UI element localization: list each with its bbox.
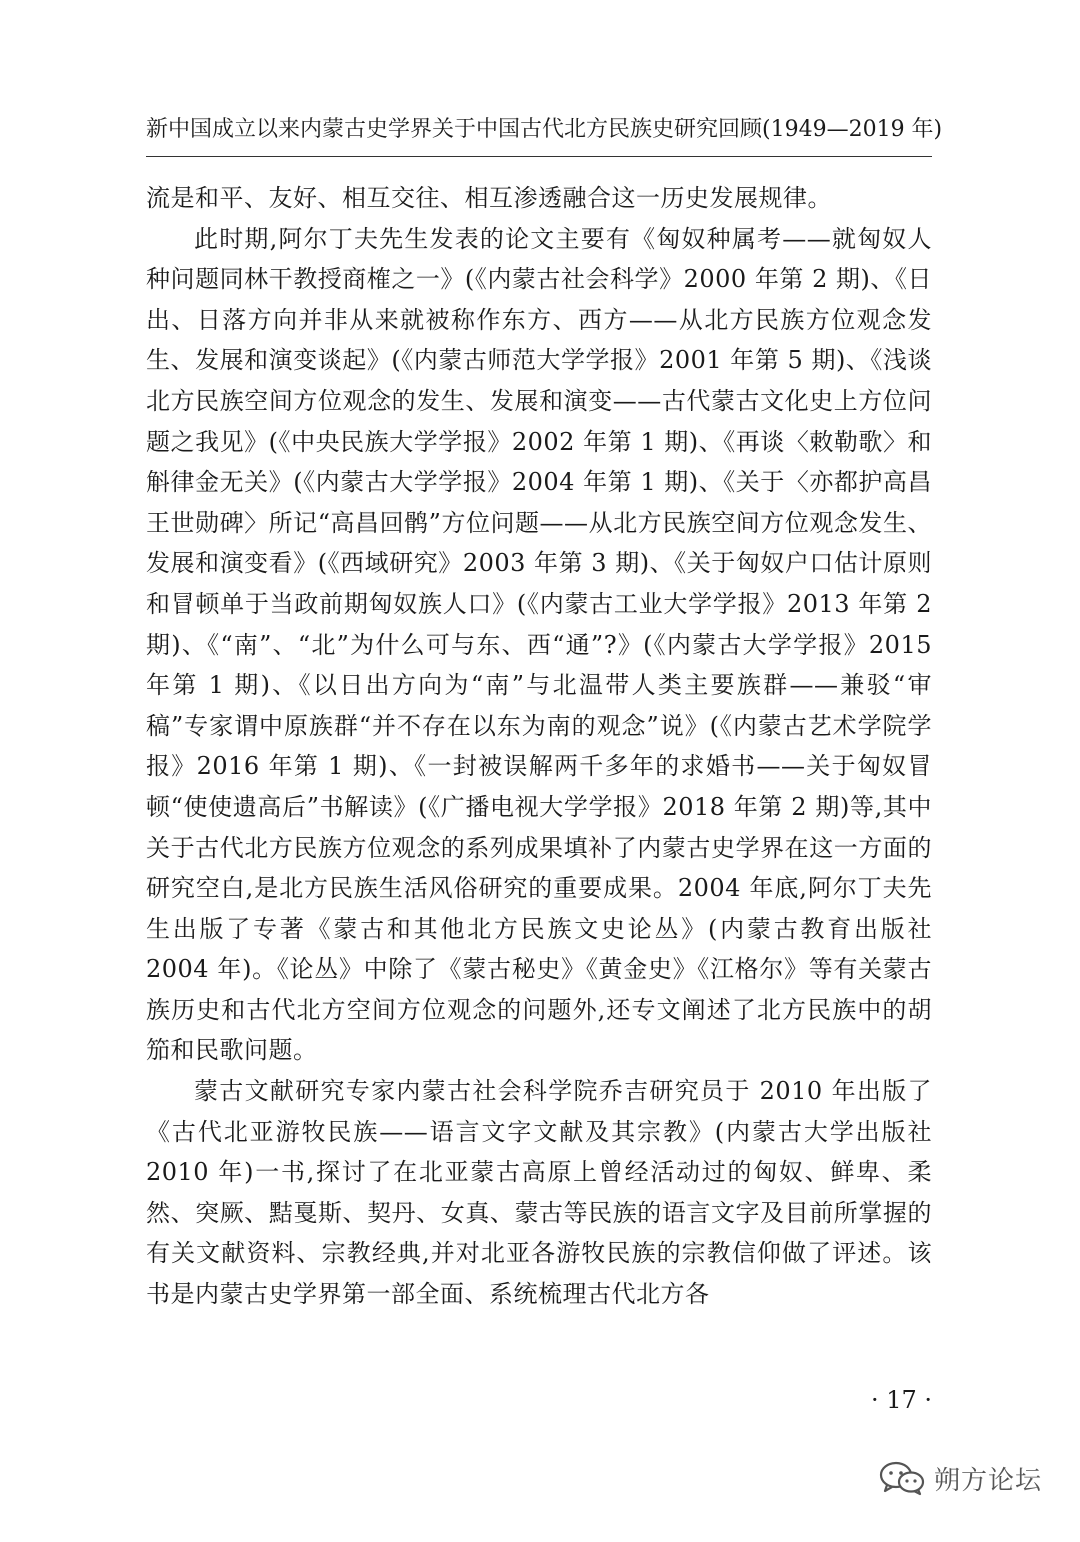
paragraph-2: 此时期,阿尔丁夫先生发表的论文主要有《匈奴种属考——就匈奴人种问题同林干教授商榷之一》(《内蒙古社会科学》2000 年第 2 期)、《日出、日落方向并非从来就被称作东方、西方——从北方民族方位观念发生、发展和演变谈起》(《内蒙古师范大学学报》2001 年第 5 期)、《浅谈北方民族空间方位观念的发生、发展和演变——古代蒙古文化史上方位问题之我见》(《中央民族大学学报》2002 年第 1 期)、《再谈〈敕勒歌〉和斛律金无关》(《内蒙古大学学报》2004 年第 1 期)、《关于〈亦都护高昌王世勋碑〉所记“高昌回鹘”方位问题——从北方民族空间方位观念发生、发展和演变看》(《西域研究》2003 年第 3 期)、《关于匈奴户口估计原则和冒顿单于当政前期匈奴族人口》(《内蒙古工业大学学报》2013 年第 2 期)、《“南”、“北”为什么可与东、西“通”?》(《内蒙古大学学报》2015 年第 1 期)、《以日出方向为“南”与北温带人类主要族群——兼驳“审稿”专家谓中原族群“并不存在以东为南的观念”说》(《内蒙古艺术学院学报》2016 年第 1 期)、《一封被误解两千多年的求婚书——关于匈奴冒顿“使使遗高后”书解读》(《广播电视大学学报》2018 年第 2 期)等,其中关于古代北方民族方位观念的系列成果填补了内蒙古史学界在这一方面的研究空白,是北方民族生活风俗研究的重要成果。2004 年底,阿尔丁夫先生出版了专著《蒙古和其他北方民族文史论丛》(内蒙古教育出版社 2004 年)。《论丛》中除了《蒙古秘史》《黄金史》《江格尔》等有关蒙古族历史和古代北方空间方位观念的问题外,还专文阐述了北方民族中的胡笳和民歌问题。 xyxy=(146,224,932,1065)
watermark-text: 朔方论坛 xyxy=(934,1465,1043,1496)
article-body xyxy=(146,178,932,1315)
page-number: · 17 · xyxy=(870,1386,932,1414)
watermark xyxy=(878,1456,1042,1500)
paragraph-1: 流是和平、友好、相互交往、相互渗透融合这一历史发展规律。 xyxy=(146,184,832,212)
wechat-icon xyxy=(878,1460,926,1496)
header-divider xyxy=(146,156,932,157)
paragraph-3: 蒙古文献研究专家内蒙古社会科学院乔吉研究员于 2010 年出版了《古代北亚游牧民族——语言文字文献及其宗教》(内蒙古大学出版社 2010 年)一书,探讨了在北亚蒙古高原上曾经活动过的匈奴、鲜卑、柔然、突厥、黠戛斯、契丹、女真、蒙古等民族的语言文字及目前所掌握的有关文献资料、宗教经典,并对北亚各游牧民族的宗教信仰做了评述。该书是内蒙古史学界第一部全面、系统梳理古代北方各 xyxy=(146,1077,932,1309)
running-header: 新中国成立以来内蒙古史学界关于中国古代北方民族史研究回顾(1949—2019 年) xyxy=(146,117,943,142)
